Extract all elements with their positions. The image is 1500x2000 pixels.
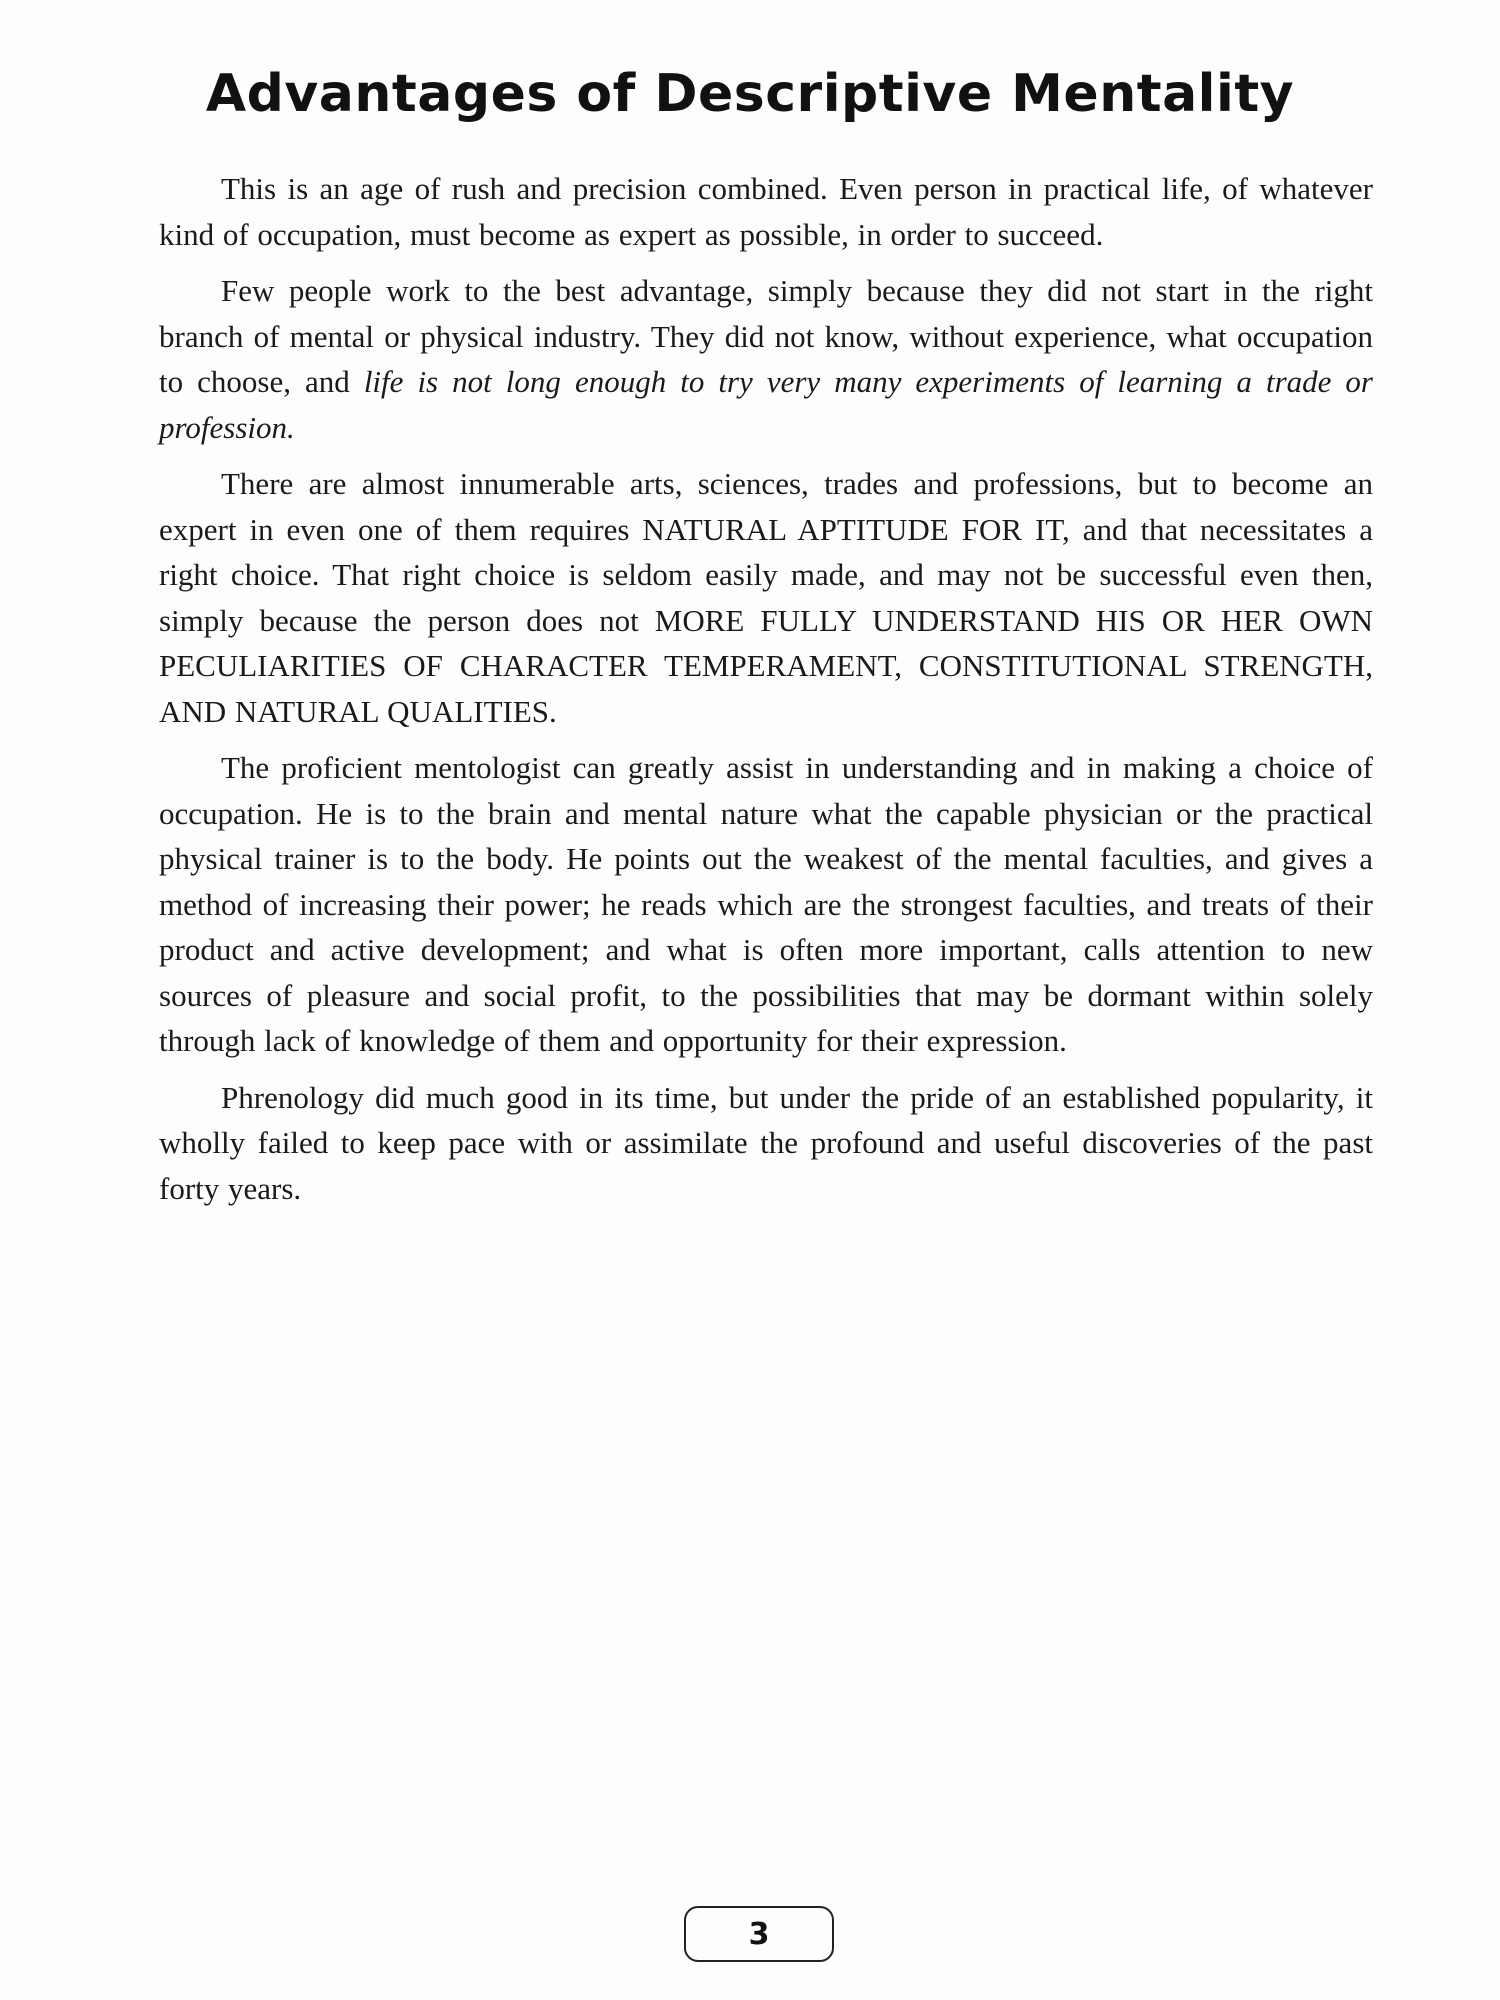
paragraph-3: There are almost innumerable arts, sciences, trades and professions, but to become an expert in even one of them requires NATURAL APTITUDE FOR IT, and that necessitates a right choice. That right choice is seldom easily made, and may not be successful even then, simply because the person does not MORE FULLY UNDERSTAND HIS OR HER OWN PECULIARITIES OF CHARACTER TEMPERAMENT, CONSTITUTIONAL STRENGTH, AND NATURAL QUALITIES. [159,466,1373,729]
paragraph-4: The proficient mentologist can greatly assist in understanding and in making a choice of occupation. He is to the brain and mental nature what the capable physician or the practical physical trainer is to the body. He points out the weakest of the mental faculties, and gives a method of increasing their power; he reads which are the strongest faculties, and treats of their product and active development; and what is often more important, calls attention to new sources of pleasure and social profit, to the possibilities that may be dormant within solely through lack of knowledge of them and opportunity for their expression. [159,750,1373,1058]
page-title: Advantages of Descriptive Mentality [205,64,1295,124]
page-number: 3 [684,1906,834,1962]
body-text [159,166,1373,1222]
paragraph-2-text: Few people work to the best advantage, simply because they did not start in the right branch of mental or physical industry. They did not know, without experience, what occupation to choose, and [159,273,1373,399]
paragraph-5: Phrenology did much good in its time, but under the pride of an established popularity, it wholly failed to keep pace with or assimilate the profound and useful discoveries of the past forty years. [159,1079,1373,1206]
paragraph-2-italic: life is not long enough to try very many experiments of learning a trade or profession. [159,364,1373,445]
paragraph-1: This is an age of rush and precision combined. Even person in practical life, of whatever kind of occupation, must become as expert as possible, in order to succeed. [159,171,1373,252]
paragraph-2 [159,268,1373,450]
